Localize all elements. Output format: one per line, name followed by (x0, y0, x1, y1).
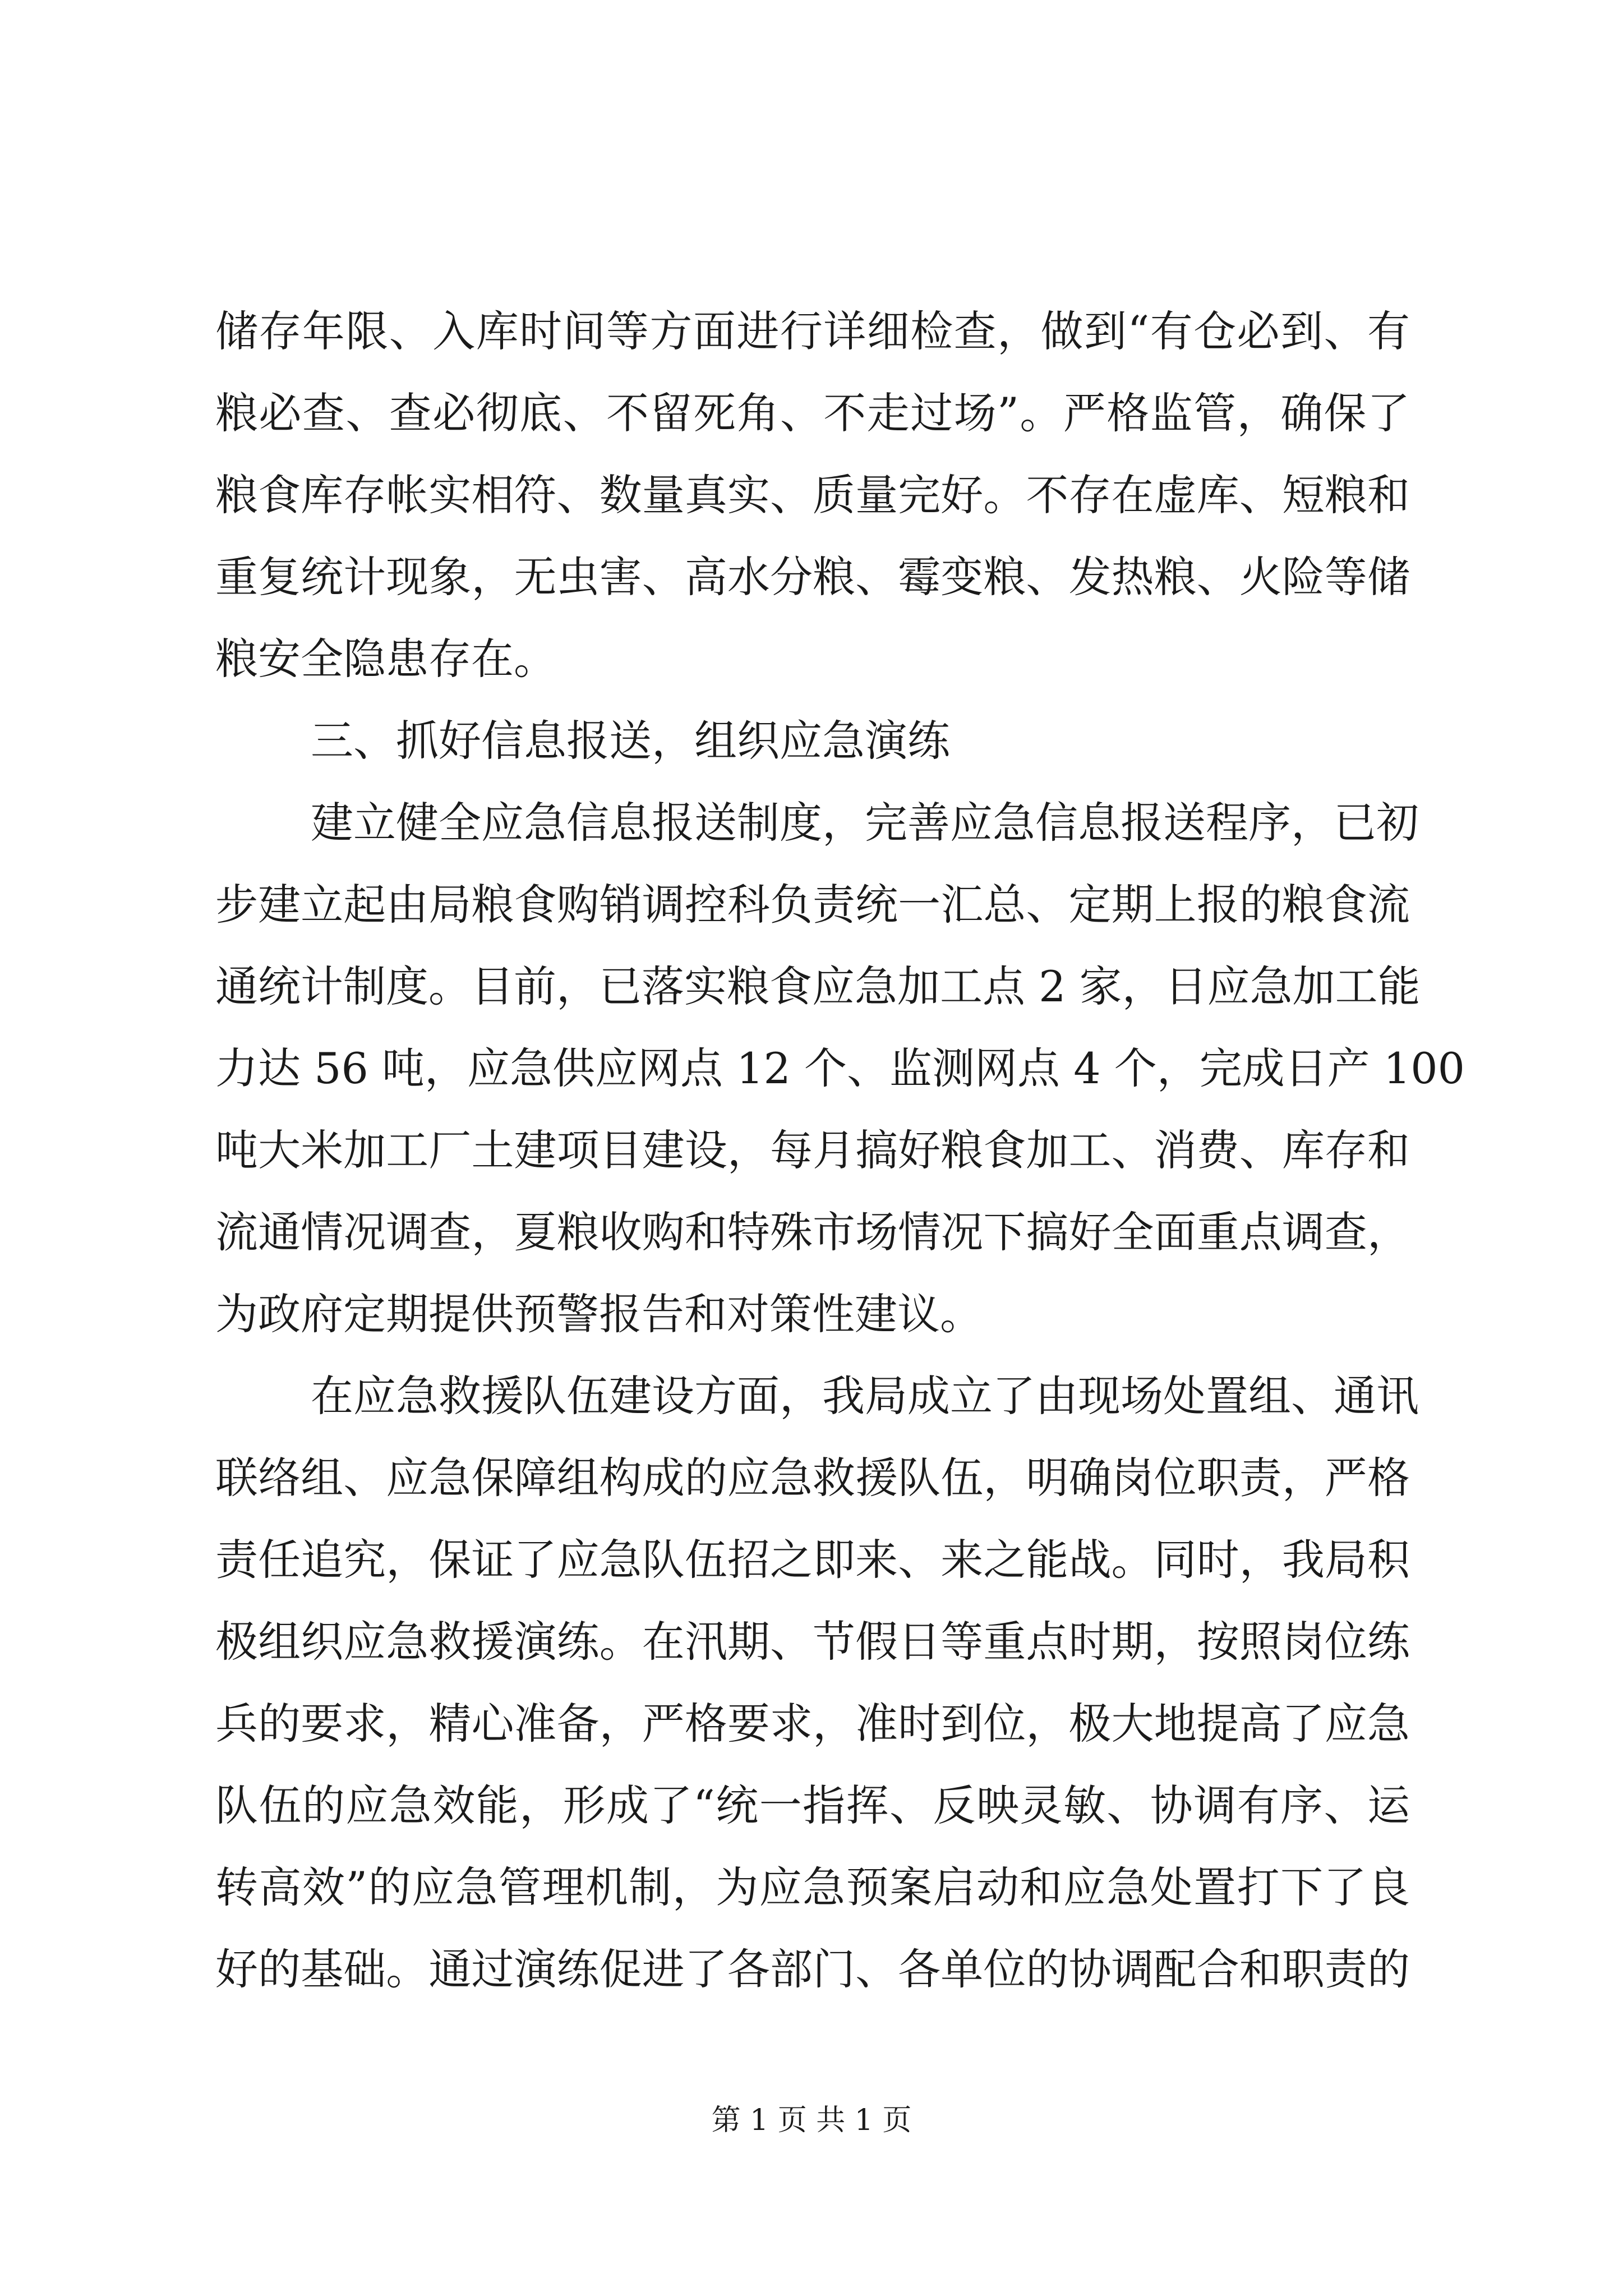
text-line-16: 责任追究，保证了应急队伍招之即来、来之能战。同时，我局积 (215, 1535, 1410, 1585)
text-line-13: 为政府定期提供预警报告和对策性建议。 (215, 1289, 983, 1339)
text-line-15: 联络组、应急保障组构成的应急救援队伍，明确岗位职责，严格 (215, 1453, 1410, 1503)
text-line-19: 队伍的应急效能，形成了“统一指挥、反映灵敏、协调有序、运 (215, 1780, 1410, 1830)
text-line-18: 兵的要求，精心准备，严格要求，准时到位，极大地提高了应急 (215, 1699, 1410, 1749)
text-line-4: 重复统计现象，无虫害、高水分粮、霉变粮、发热粮、火险等储 (215, 552, 1410, 602)
text-line-17: 极组织应急救援演练。在汛期、节假日等重点时期，按照岗位练 (215, 1617, 1410, 1667)
section-heading: 三、抓好信息报送，组织应急演练 (311, 716, 950, 766)
text-line-3: 粮食库存帐实相符、数量真实、质量完好。不存在虚库、短粮和 (215, 470, 1410, 520)
text-line-11: 吨大米加工厂土建项目建设，每月搞好粮食加工、消费、库存和 (215, 1125, 1410, 1175)
text-line-20: 转高效”的应急管理机制，为应急预案启动和应急处置打下了良 (215, 1862, 1410, 1912)
text-line-10: 力达 56 吨，应急供应网点 12 个、监测网点 4 个，完成日产 100 (215, 1043, 1465, 1093)
text-line-1: 储存年限、入库时间等方面进行详细检查，做到“有仓必到、有 (215, 306, 1410, 356)
text-line-9: 通统计制度。目前，已落实粮食应急加工点 2 家，日应急加工能 (215, 961, 1421, 1011)
text-line-8: 步建立起由局粮食购销调控科负责统一汇总、定期上报的粮食流 (215, 880, 1410, 930)
text-line-7: 建立健全应急信息报送制度，完善应急信息报送程序，已初 (311, 798, 1419, 848)
text-line-14: 在应急救援队伍建设方面，我局成立了由现场处置组、通讯 (311, 1371, 1419, 1421)
text-line-21: 好的基础。通过演练促进了各部门、各单位的协调配合和职责的 (215, 1944, 1410, 1994)
page-footer: 第 1 页 共 1 页 (711, 2104, 912, 2137)
document-body (215, 291, 1465, 2010)
text-line-12: 流通情况调查，夏粮收购和特殊市场情况下搞好全面重点调查， (215, 1207, 1410, 1257)
text-line-5: 粮安全隐患存在。 (215, 634, 556, 684)
text-line-2: 粮必查、查必彻底、不留死角、不走过场”。严格监管，确保了 (215, 388, 1410, 438)
